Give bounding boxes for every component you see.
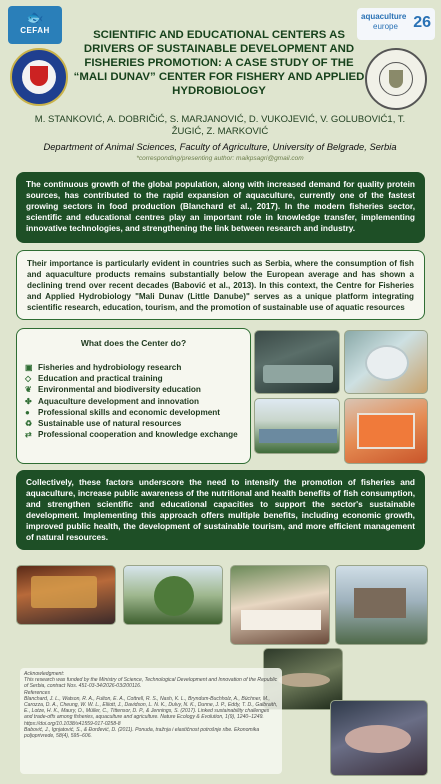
faculty-seal-right bbox=[365, 48, 427, 110]
acknowledgement-text: This research was funded by the Ministry of Science, Technological Development and Innovation of the Republic of Serbia, contract Nos. 451-03-34/2026-03/200116. bbox=[24, 677, 278, 690]
photo-aquarium bbox=[16, 565, 116, 625]
photo-outdoor-ponds bbox=[254, 398, 340, 454]
importance-paragraph: Their importance is particularly evident in countries such as Serbia, where the consumption of fish and aquaculture products remains substantially below the European average and has shown a declining trend over recent decades (Babović et al., 2013). In this context, the Centre for Fisheries and Applied Hydrobiology "Mali Dunav (Little Danube)" serves as a unique platform integrating scientific research, education, tourism, and the promotion of sustainable use of aquatic resources bbox=[16, 250, 425, 320]
reference-2: Babović, J., Ignjatović, S., & Đorđević, D. (2011). Ponuda, tražnja i elastičnost potrošnje ribe. Ekonomika poljoprivrede, 58(4), 595–606. bbox=[24, 726, 260, 740]
corresponding-author: *corresponding/presenting author: maikpsagri@gmail.com bbox=[136, 155, 304, 162]
list-item: ● Professional skills and economic development bbox=[25, 407, 220, 417]
university-seal-left bbox=[10, 48, 68, 106]
exchange-icon: ⇄ bbox=[25, 430, 32, 440]
photo-indoor-facility bbox=[254, 330, 340, 394]
aquaculture-europe-logo: aquaculture europe 26 bbox=[357, 8, 435, 40]
intro-paragraph: The continuous growth of the global population, along with increased demand for quality protein sources, has contributed to the rapid expansion of aquaculture, currently one of the fastest growing sectors in food production (Blanchard et al., 2017). In the modern fisheries sector, scientific and educational centres play an important role in knowledge transfer, implementing innovative technologies, and strengthening the link between research and industry. bbox=[16, 172, 425, 243]
photo-visitors-group bbox=[230, 565, 330, 645]
center-activities-box bbox=[16, 328, 251, 464]
cefah-logo-text: CEFAH bbox=[20, 26, 50, 35]
photo-crayfish bbox=[330, 700, 428, 776]
list-item: ⇄ Professional cooperation and knowledge exchange bbox=[25, 430, 238, 440]
list-item: ❦ Environmental and biodiversity education bbox=[25, 385, 201, 395]
leaf-icon: ❦ bbox=[25, 385, 32, 395]
acknowledgement-heading: Acknowledgment: bbox=[24, 671, 65, 677]
poster-title: SCIENTIFIC AND EDUCATIONAL CENTERS AS DRIVERS OF SUSTAINABLE DEVELOPMENT AND FISHERIES PROMOTION: A CASE STUDY OF THE “MALI DUNAV” CENTER FOR FISHERY AND APPLIED HYDROBIOLOGY bbox=[73, 29, 365, 97]
authors-line: M. STANKOVIĆ, A. DOBRIČiĆ, S. MARJANOVIĆ, D. VUKOJEVIĆ, V. GOLUBOVIĆ1, T. ŽUGIĆ, Z. MARKOVIĆ bbox=[34, 114, 406, 137]
recycle-icon: ♻ bbox=[25, 419, 33, 429]
photo-roe-tray bbox=[344, 398, 428, 464]
list-item: ▣ Fisheries and hydrobiology research bbox=[25, 363, 182, 372]
references-heading: References bbox=[24, 689, 51, 696]
activities-list bbox=[25, 362, 242, 440]
list-item: ◇ Education and practical training bbox=[25, 374, 163, 384]
photo-river-trees bbox=[123, 565, 223, 625]
center-question: What does the Center do? bbox=[80, 338, 187, 348]
photo-riverside-house bbox=[335, 565, 428, 645]
book-icon: ▣ bbox=[25, 363, 33, 372]
graduation-cap-icon: ◇ bbox=[25, 374, 32, 384]
department-line: Department of Animal Sciences, Faculty of Agriculture, University of Belgrade, Serbia bbox=[43, 141, 397, 152]
photo-fish-eggs-bowl bbox=[344, 330, 428, 394]
handshake-icon: ● bbox=[25, 407, 30, 417]
list-item: ♻ Sustainable use of natural resources bbox=[25, 419, 182, 429]
cefah-logo bbox=[8, 6, 62, 44]
conclusion-paragraph: Collectively, these factors underscore the need to intensify the promotion of fisheries and aquaculture, increase public awareness of the nutritional and health benefits of fish consumption, and strengthen scientific and educational capacities to support the sector's sustainable development. Implementing this approach offers multiple benefits, including economic growth, improved public health, the development of sustainable tourism, and more efficient management of natural resources. bbox=[16, 470, 425, 550]
fish-icon: ✤ bbox=[25, 396, 32, 406]
reference-1: Blanchard, J. L., Watson, R. A., Fulton, E. A., Cottrell, R. S., Nash, K. L., Bryndum-Buchholz, A., Büchner, M., Carozza, D. A., Cheung, W. W. L., Elliott, J., Davidson, L. N. K., Dulvy, N. K., Dunne, J. P., Eddy, T. D., Galbraith, E., Lotze, H. K., Maury, O., Müller, C., Tittensor, D. P., & Jennings, S. (2017). Linked sustainability challenges and trade-offs among fisheries, aquaculture and agriculture. Nature Ecology & Evolution, 1(9), 1240–1249. https://doi.org/10.1038/s41559-017-0258-8 bbox=[24, 695, 278, 727]
list-item: ✤ Aquaculture development and innovation bbox=[25, 396, 200, 406]
fish-icon: 🐟 bbox=[26, 9, 44, 25]
acknowledgement-box bbox=[20, 668, 282, 774]
